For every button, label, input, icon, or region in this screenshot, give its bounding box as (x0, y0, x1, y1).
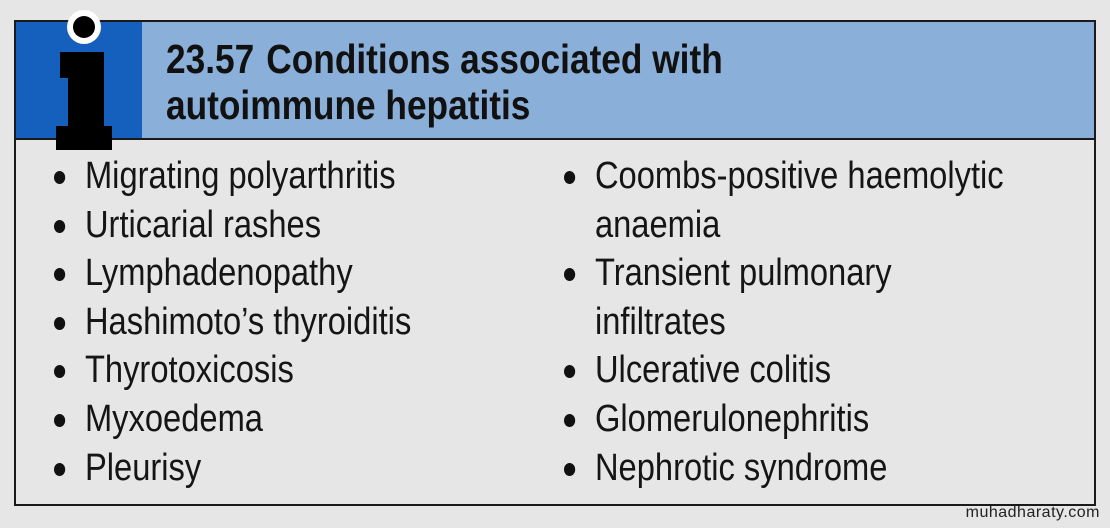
box-number: 23.57 (166, 36, 255, 82)
list-item-text: Lymphadenopathy (84, 252, 353, 295)
list-item-text: Nephrotic syndrome (594, 446, 888, 489)
bullet-icon (564, 414, 575, 427)
list-item-text: Glomerulonephritis (594, 397, 870, 440)
bullet-icon (564, 268, 575, 281)
box-title-line2: autoimmune hepatitis (166, 82, 531, 128)
list-item (54, 395, 411, 444)
bullet-icon (54, 171, 65, 184)
info-icon (50, 8, 122, 156)
bullet-icon (54, 220, 65, 233)
box-header (16, 22, 1094, 140)
list-item-continuation (564, 298, 1004, 347)
list-item-text: Migrating polyarthritis (84, 155, 396, 197)
list-item (564, 152, 1004, 201)
list-item (54, 249, 411, 298)
list-item (564, 395, 1004, 444)
list-item-text: infiltrates (594, 300, 726, 343)
watermark: muhadharaty.com (965, 504, 1100, 521)
bullet-icon (54, 317, 65, 330)
list-item-text: anaemia (594, 203, 721, 246)
list-item-text: Coombs-positive haemolytic (594, 155, 1004, 197)
list-item-continuation (564, 201, 1004, 250)
list-item (54, 346, 411, 395)
list-item (564, 249, 1004, 298)
list-item-text: Myxoedema (84, 397, 263, 440)
list-item-text: Thyrotoxicosis (84, 349, 294, 392)
left-condition-list (54, 152, 469, 492)
box-title-line1: Conditions associated with (266, 36, 723, 82)
bullet-icon (54, 463, 65, 476)
list-item-text: Ulcerative colitis (594, 349, 832, 392)
bullet-icon (564, 171, 575, 184)
bullet-icon (54, 365, 65, 378)
right-condition-list (564, 152, 1075, 492)
list-item (564, 346, 1004, 395)
list-item (54, 152, 411, 201)
list-item (54, 298, 411, 347)
list-item-text: Hashimoto’s thyroiditis (84, 300, 412, 343)
list-item-text: Pleurisy (84, 446, 202, 489)
info-box (14, 20, 1096, 506)
bullet-icon (564, 365, 575, 378)
bullet-icon (564, 463, 575, 476)
list-item (564, 444, 1004, 493)
list-item (54, 201, 411, 250)
list-item (54, 444, 411, 493)
list-item-text: Urticarial rashes (84, 203, 322, 246)
list-item-text: Transient pulmonary (594, 252, 892, 295)
bullet-icon (54, 268, 65, 281)
box-title (166, 36, 723, 128)
bullet-icon (54, 414, 65, 427)
